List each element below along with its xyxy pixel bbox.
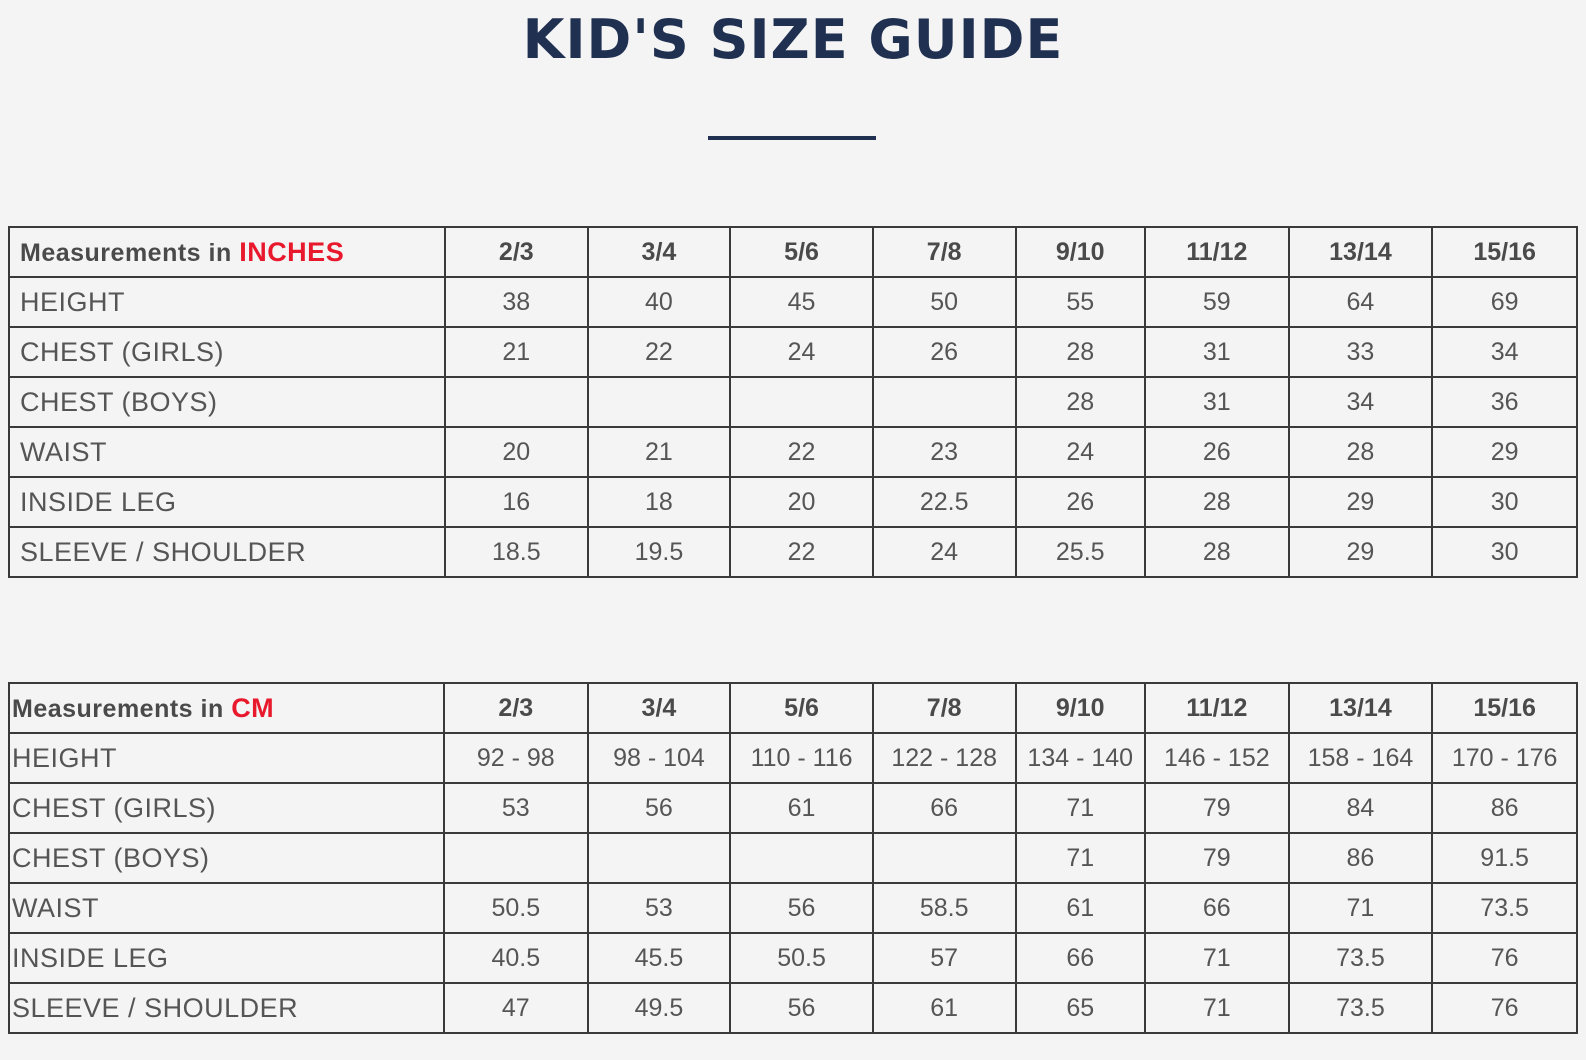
table-cell: 31 — [1145, 377, 1289, 427]
table-cell: 61 — [1016, 883, 1145, 933]
table-cell: 21 — [445, 327, 588, 377]
table-cell: 28 — [1016, 327, 1145, 377]
table-cell: 71 — [1145, 983, 1289, 1033]
table-row — [9, 477, 1577, 527]
table-cell: 170 - 176 — [1432, 733, 1577, 783]
table-row — [9, 377, 1577, 427]
row-label: HEIGHT — [9, 733, 444, 783]
table-cell — [445, 377, 588, 427]
table-cell: 58.5 — [873, 883, 1016, 933]
row-label: CHEST (BOYS) — [9, 377, 445, 427]
unit-label: CM — [231, 692, 275, 723]
table-cell: 21 — [588, 427, 731, 477]
table-cell: 18.5 — [445, 527, 588, 577]
size-header: 15/16 — [1432, 683, 1577, 733]
table-cell: 71 — [1289, 883, 1433, 933]
table-cell: 110 - 116 — [730, 733, 873, 783]
table-cell: 86 — [1289, 833, 1433, 883]
table-cell: 36 — [1432, 377, 1577, 427]
header-prefix: Measurements in — [20, 238, 240, 267]
table-row — [9, 983, 1577, 1033]
table-row — [9, 783, 1577, 833]
table-cell: 28 — [1016, 377, 1145, 427]
row-label: WAIST — [9, 427, 445, 477]
table-header-row — [9, 683, 1577, 733]
table-cell: 45 — [730, 277, 873, 327]
size-header: 2/3 — [445, 227, 588, 277]
table-cell: 24 — [730, 327, 873, 377]
table-cell: 31 — [1145, 327, 1289, 377]
table-cell: 45.5 — [588, 933, 731, 983]
table-row — [9, 883, 1577, 933]
table-cell: 20 — [730, 477, 873, 527]
inches-size-table — [8, 226, 1578, 578]
table-header-row — [9, 227, 1577, 277]
row-label: WAIST — [9, 883, 444, 933]
table-cell: 56 — [730, 983, 873, 1033]
table-cell: 56 — [588, 783, 731, 833]
table-cell: 53 — [588, 883, 731, 933]
table-cell: 30 — [1432, 527, 1577, 577]
row-label: CHEST (BOYS) — [9, 833, 444, 883]
table-cell: 84 — [1289, 783, 1433, 833]
table-cell: 40 — [588, 277, 731, 327]
table-cell: 30 — [1432, 477, 1577, 527]
table-cell: 64 — [1289, 277, 1433, 327]
table-cell: 66 — [873, 783, 1016, 833]
header-label — [9, 683, 444, 733]
table-cell: 47 — [444, 983, 588, 1033]
table-cell: 79 — [1145, 783, 1289, 833]
table-cell: 38 — [445, 277, 588, 327]
table-cell: 73.5 — [1289, 983, 1433, 1033]
table-cell: 50.5 — [730, 933, 873, 983]
table-cell: 59 — [1145, 277, 1289, 327]
size-header: 13/14 — [1289, 683, 1433, 733]
table-cell: 73.5 — [1432, 883, 1577, 933]
row-label: HEIGHT — [9, 277, 445, 327]
table-cell: 146 - 152 — [1145, 733, 1289, 783]
size-header: 9/10 — [1016, 683, 1145, 733]
table-cell: 98 - 104 — [588, 733, 731, 783]
table-cell: 50.5 — [444, 883, 588, 933]
size-header: 11/12 — [1145, 683, 1289, 733]
header-prefix: Measurements in — [12, 694, 232, 723]
table-cell — [873, 833, 1016, 883]
table-cell: 91.5 — [1432, 833, 1577, 883]
table-cell: 22 — [730, 427, 873, 477]
table-cell: 22 — [588, 327, 731, 377]
table-cell: 57 — [873, 933, 1016, 983]
table-cell: 24 — [873, 527, 1016, 577]
table-cell: 71 — [1016, 783, 1145, 833]
row-label: SLEEVE / SHOULDER — [9, 527, 445, 577]
table-cell: 76 — [1432, 983, 1577, 1033]
table-cell: 26 — [873, 327, 1016, 377]
table-cell: 79 — [1145, 833, 1289, 883]
size-header: 5/6 — [730, 683, 873, 733]
table-cell: 73.5 — [1289, 933, 1433, 983]
table-cell: 40.5 — [444, 933, 588, 983]
table-cell: 22 — [730, 527, 873, 577]
size-header: 15/16 — [1432, 227, 1577, 277]
table-cell: 76 — [1432, 933, 1577, 983]
page-title: KID'S SIZE GUIDE — [522, 8, 1064, 71]
size-header: 7/8 — [873, 683, 1016, 733]
cm-size-table — [8, 682, 1578, 1034]
table-cell: 34 — [1289, 377, 1433, 427]
table-row — [9, 277, 1577, 327]
table-cell: 19.5 — [588, 527, 731, 577]
table-cell: 29 — [1289, 527, 1433, 577]
table-cell: 16 — [445, 477, 588, 527]
table-cell: 71 — [1016, 833, 1145, 883]
row-label: INSIDE LEG — [9, 933, 444, 983]
table-cell: 26 — [1145, 427, 1289, 477]
table-cell: 69 — [1432, 277, 1577, 327]
table-cell: 66 — [1016, 933, 1145, 983]
table-cell — [588, 377, 731, 427]
table-cell — [730, 377, 873, 427]
table-cell — [730, 833, 873, 883]
size-header: 7/8 — [873, 227, 1016, 277]
table-cell: 61 — [873, 983, 1016, 1033]
table-cell: 53 — [444, 783, 588, 833]
size-header: 3/4 — [588, 227, 731, 277]
table-row — [9, 933, 1577, 983]
table-cell: 33 — [1289, 327, 1433, 377]
size-header: 11/12 — [1145, 227, 1289, 277]
table-cell: 66 — [1145, 883, 1289, 933]
table-cell: 92 - 98 — [444, 733, 588, 783]
table-cell: 158 - 164 — [1289, 733, 1433, 783]
table-cell: 55 — [1016, 277, 1145, 327]
table-cell: 71 — [1145, 933, 1289, 983]
table-cell: 24 — [1016, 427, 1145, 477]
size-header: 2/3 — [444, 683, 588, 733]
table-cell: 23 — [873, 427, 1016, 477]
table-row — [9, 327, 1577, 377]
table-cell: 29 — [1432, 427, 1577, 477]
table-cell: 29 — [1289, 477, 1433, 527]
size-header: 3/4 — [588, 683, 731, 733]
table-row — [9, 833, 1577, 883]
size-header: 13/14 — [1289, 227, 1433, 277]
size-header: 9/10 — [1016, 227, 1145, 277]
table-cell: 26 — [1016, 477, 1145, 527]
row-label: SLEEVE / SHOULDER — [9, 983, 444, 1033]
unit-label: INCHES — [239, 236, 345, 267]
title-divider — [708, 136, 876, 140]
size-header: 5/6 — [730, 227, 873, 277]
table-cell — [588, 833, 731, 883]
header-label — [9, 227, 445, 277]
row-label: CHEST (GIRLS) — [9, 327, 445, 377]
table-row — [9, 427, 1577, 477]
table-cell: 56 — [730, 883, 873, 933]
table-cell: 61 — [730, 783, 873, 833]
table-cell — [444, 833, 588, 883]
table-cell: 28 — [1289, 427, 1433, 477]
table-cell: 20 — [445, 427, 588, 477]
table-cell: 18 — [588, 477, 731, 527]
table-cell: 28 — [1145, 527, 1289, 577]
row-label: INSIDE LEG — [9, 477, 445, 527]
row-label: CHEST (GIRLS) — [9, 783, 444, 833]
table-cell: 122 - 128 — [873, 733, 1016, 783]
table-cell: 86 — [1432, 783, 1577, 833]
table-row — [9, 733, 1577, 783]
table-cell: 50 — [873, 277, 1016, 327]
table-cell: 28 — [1145, 477, 1289, 527]
table-cell: 134 - 140 — [1016, 733, 1145, 783]
table-cell: 34 — [1432, 327, 1577, 377]
table-cell: 49.5 — [588, 983, 731, 1033]
table-cell: 22.5 — [873, 477, 1016, 527]
table-cell: 25.5 — [1016, 527, 1145, 577]
table-cell: 65 — [1016, 983, 1145, 1033]
table-cell — [873, 377, 1016, 427]
table-row — [9, 527, 1577, 577]
